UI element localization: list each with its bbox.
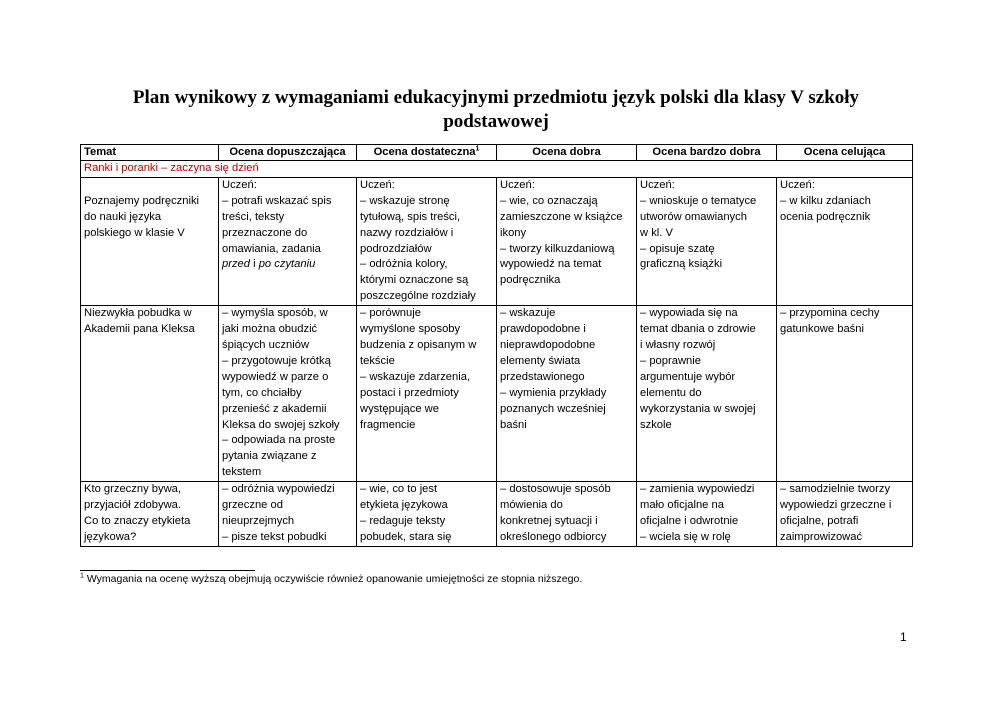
bardzo-dobra-cell [637,194,777,306]
cell-line: ikony [500,226,527,239]
dostateczna-cell [357,482,497,547]
cell-line: – wskazuje zdarzenia, [360,370,471,383]
cell-line: – wciela się w rolę [640,530,731,543]
cell-line: do nauki języka [84,210,162,223]
requirements-table [80,144,913,547]
cell-line: mało oficjalne na [640,499,724,512]
document-title [60,86,932,134]
cell-line: – wskazuje [500,307,556,320]
cell-line: zamieszczone w książce [500,210,623,223]
page-number: 1 [900,630,907,644]
cell-line: – odróżnia kolory, [360,258,448,271]
dobra-cell [497,306,637,482]
table-header-row [81,145,913,161]
cell-line: – w kilku zdaniach [780,194,871,207]
cell-line: nieprawdopodobne [500,338,596,351]
cell-line: – samodzielnie tworzy [780,483,891,496]
dobra-cell [497,194,637,306]
cell-line: prawdopodobne i [500,323,586,336]
cell-line: temat dbania o zdrowie [640,323,756,336]
cell-line: tekstem [222,466,262,479]
cell-line: wykorzystania w swojej [640,402,756,415]
cell-line: – wie, co to jest [360,483,438,496]
cell-line: grzeczne od [222,499,283,512]
cell-line: – wie, co oznaczają [500,194,598,207]
cell-line: wymyślone sposoby [360,323,461,336]
cell-line: Kleksa do swojej szkoły [222,418,340,431]
dopuszczajaca-cell [219,482,357,547]
table-row [81,482,913,547]
cell-line: – tworzy kilkuzdaniową [500,242,615,255]
cell-line: poszczególne rozdziały [360,290,476,303]
cell-line: Kto grzeczny bywa, [84,483,182,496]
cell-line: ocenia podręcznik [780,210,871,223]
cell-line: pobudek, stara się [360,530,452,543]
cell-line: wypowiedź w parze o [222,370,329,383]
celujaca-cell [777,482,913,547]
cell-line: – wymienia przykłady [500,386,607,399]
cell-line: budzenia z opisanym w [360,338,477,351]
uczen-label: Uczeń: [637,177,777,193]
cell-line: wypowiedzi grzeczne i [780,499,892,512]
cell-line: omawiania, zadania [222,242,321,255]
topic-cell [81,306,219,482]
cell-line: przeznaczone do [222,226,308,239]
cell-line: tytułową, spis treści, [360,210,461,223]
table-row [81,306,913,482]
cell-line: oficjalne, potrafi [780,514,859,527]
dopuszczajaca-cell [219,194,357,306]
footnote-divider [80,570,255,571]
cell-line: oficjalne i odwrotnie [640,514,739,527]
cell-line: – wskazuje stronę [360,194,450,207]
cell-line: – opisuje szatę [640,242,715,255]
cell-line: podrozdziałów [360,242,432,255]
celujaca-cell [777,306,913,482]
cell-line: – redaguje teksty [360,514,446,527]
empty-cell [81,177,219,193]
cell-line: – przypomina cechy [780,307,880,320]
cell-line: treści, teksty [222,210,285,223]
cell-line: Poznajemy podręczniki [84,194,200,207]
uczen-label: Uczeń: [777,177,913,193]
cell-line: – wypowiada się na [640,307,738,320]
cell-line: – pisze tekst pobudki [222,530,327,543]
cell-line: argumentuje wybór [640,370,736,383]
cell-line: szkole [640,418,672,431]
cell-line: językowa? [84,530,137,543]
header-bardzo-dobra: Ocena bardzo dobra [637,145,777,161]
header-dopuszczajaca: Ocena dopuszczająca [219,145,357,161]
dobra-cell [497,482,637,547]
plain-text: i [250,258,259,271]
cell-line: – przygotowuje krótką [222,354,331,367]
dostateczna-cell [357,194,497,306]
cell-line: elementy świata [500,354,581,367]
cell-line: elementu do [640,386,702,399]
cell-line: – wymyśla sposób, w [222,307,328,320]
cell-line: – odróżnia wypowiedzi [222,483,335,496]
table-row [81,194,913,306]
cell-line: konkretnej sytuacji i [500,514,598,527]
cell-line: wypowiedź na temat [500,258,602,271]
cell-line: i własny rozwój [640,338,716,351]
header-temat: Temat [81,145,219,161]
cell-line: – wnioskuje o tematyce [640,194,757,207]
cell-line: – zamienia wypowiedzi [640,483,755,496]
cell-line [222,257,353,273]
cell-line: fragmencie [360,418,416,431]
cell-line: poznanych wcześniej [500,402,606,415]
cell-line: śpiących uczniów [222,338,310,351]
title-line-2: podstawowej [443,111,549,132]
uczen-label: Uczeń: [219,177,357,193]
cell-line: określonego odbiorcy [500,530,607,543]
cell-line: Akademii pana Kleksa [84,323,195,336]
cell-line: przenieść z akademii [222,402,327,415]
header-dobra: Ocena dobra [497,145,637,161]
italic-text: po czytaniu [258,258,316,271]
cell-line: gatunkowe baśni [780,323,864,336]
cell-line: etykieta językowa [360,499,448,512]
cell-line: nieuprzejmych [222,514,295,527]
italic-text: przed [222,258,250,271]
footnote-text: Wymagania na ocenę wyższą obejmują oczywiście również opanowanie umiejętności ze stopnia niższego. [83,573,583,585]
uczen-label: Uczeń: [357,177,497,193]
cell-line: jaki można obudzić [222,323,318,336]
topic-cell [81,194,219,306]
cell-line: mówienia do [500,499,563,512]
cell-line: – potrafi wskazać spis [222,194,332,207]
dopuszczajaca-cell [219,306,357,482]
header-celujaca: Ocena celująca [777,145,913,161]
cell-line: – odpowiada na proste [222,434,336,447]
uczen-label: Uczeń: [497,177,637,193]
header-dostateczna [357,145,497,161]
cell-line: którymi oznaczone są [360,274,469,287]
footnote-reference: 1 [475,145,480,153]
cell-line: podręcznika [500,274,561,287]
cell-line: zaimprowizować [780,530,863,543]
cell-line: graficzną książki [640,258,723,271]
cell-line: przedstawionego [500,370,585,383]
cell-line: przyjaciół zdobywa. [84,499,182,512]
cell-line: – poprawnie [640,354,701,367]
footnote [80,573,582,585]
section-title: Ranki i poranki – zaczyna się dzień [81,161,913,178]
cell-line: baśni [500,418,527,431]
cell-line: nazwy rozdziałów i [360,226,454,239]
bardzo-dobra-cell [637,482,777,547]
bardzo-dobra-cell [637,306,777,482]
cell-line: Niezwykła pobudka w [84,307,192,320]
section-row [81,161,913,178]
header-dostateczna-label: Ocena dostateczna [373,146,476,158]
cell-line: – porównuje [360,307,421,320]
uczen-row [81,177,913,193]
cell-line: – dostosowuje sposób [500,483,611,496]
cell-line: utworów omawianych [640,210,747,223]
footnote-marker: 1 [80,572,84,580]
title-line-1: Plan wynikowy z wymaganiami edukacyjnymi przedmiotu język polski dla klasy V szkoły [132,87,860,108]
cell-line: w kl. V [640,226,673,239]
topic-cell [81,482,219,547]
cell-line: tym, co chciałby [222,386,302,399]
cell-line: tekście [360,354,395,367]
cell-line: pytania związane z [222,450,317,463]
cell-line: Co to znaczy etykieta [84,514,191,527]
dostateczna-cell [357,306,497,482]
cell-line: występujące we [360,402,439,415]
cell-line: polskiego w klasie V [84,226,185,239]
celujaca-cell [777,194,913,306]
cell-line: postaci i przedmioty [360,386,459,399]
